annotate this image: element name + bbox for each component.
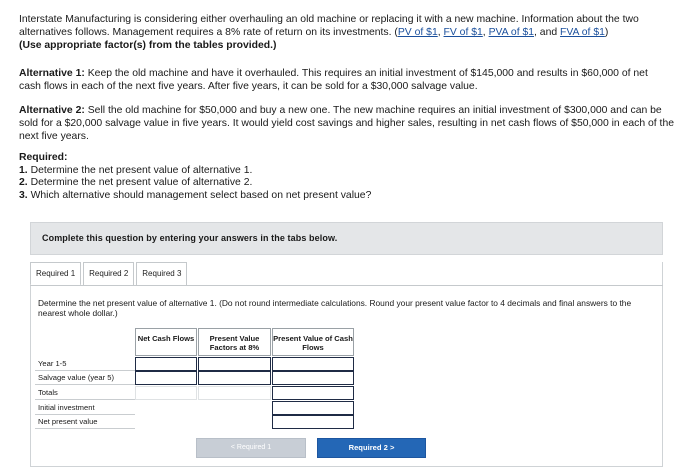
- totals-factor-cell: [198, 386, 271, 400]
- net-present-value-input[interactable]: [272, 415, 354, 429]
- pva-of-1-link[interactable]: PVA of $1: [488, 27, 535, 38]
- alternative-2-label: Alternative 2:: [19, 105, 85, 116]
- alternative-2-text: Sell the old machine for $50,000 and buy a new one. The new machine requires an initial investment of $300,000 and can be sold for a $20,000 salvage value in five years. It would yield cost savings and higher sales, resulting in net cash flows of $50,000 in each of the next five years.: [19, 105, 675, 142]
- totals-cash-flow-cell: [135, 386, 197, 400]
- year-1-5-pv-input[interactable]: [272, 357, 354, 371]
- banner-text: Complete this question by entering your answers in the tabs below.: [42, 233, 338, 243]
- year-1-5-factor-input[interactable]: [198, 357, 271, 371]
- alternative-2: [19, 104, 674, 143]
- row-label-totals: Totals: [35, 386, 135, 400]
- tab-required-2[interactable]: Required 2: [83, 262, 134, 286]
- row-label-initial-investment: Initial investment: [35, 401, 135, 415]
- tab-required-3[interactable]: Required 3: [136, 262, 187, 286]
- previous-button[interactable]: < Required 1: [196, 438, 306, 458]
- fva-of-1-link[interactable]: FVA of $1: [560, 27, 605, 38]
- salvage-pv-input[interactable]: [272, 371, 354, 385]
- row-label-net-present-value: Net present value: [35, 415, 135, 429]
- header-pv-cash-flows: Present Value of Cash Flows: [272, 328, 354, 356]
- required-list: [19, 152, 619, 202]
- tab-instructions: Determine the net present value of alternative 1. (Do not round intermediate calculations. Round your present value factor to 4 decimals and final answers to the nearest whole dollar.): [38, 298, 632, 318]
- alternative-1-label: Alternative 1:: [19, 68, 85, 79]
- fv-of-1-link[interactable]: FV of $1: [443, 27, 483, 38]
- intro-text: Interstate Manufacturing is considering either overhauling an old machine or replacing it with a new machine. Information about the two alternatives follows. Management requires a 8% rate of return on its investments.: [19, 14, 639, 38]
- year-1-5-cash-flow-input[interactable]: [135, 357, 197, 371]
- tab-bar: [30, 262, 189, 286]
- header-pv-factors: Present Value Factors at 8%: [198, 328, 271, 356]
- tab-divider: [30, 285, 663, 286]
- required-item-1: 1. Determine the net present value of alternative 1.: [19, 164, 253, 176]
- salvage-factor-input[interactable]: [198, 371, 271, 385]
- header-net-cash-flows: Net Cash Flows: [135, 328, 197, 356]
- factor-note: (Use appropriate factor(s) from the tables provided.): [19, 40, 277, 51]
- alternative-1-text: Keep the old machine and have it overhauled. This requires an initial investment of $145,000 and results in $60,000 of net cash flows in each of the next five years. After five years, it can be sold for a $30,000 salvage value.: [19, 68, 648, 92]
- instructions-banner: [30, 222, 663, 255]
- next-button[interactable]: Required 2 >: [317, 438, 426, 458]
- salvage-cash-flow-input[interactable]: [135, 371, 197, 385]
- required-item-2: 2. Determine the net present value of alternative 2.: [19, 177, 253, 188]
- totals-pv-input[interactable]: [272, 386, 354, 400]
- tab-required-1[interactable]: Required 1: [30, 262, 81, 286]
- required-item-3: 3. Which alternative should management select based on net present value?: [19, 189, 372, 201]
- row-label-year-1-5: Year 1-5: [35, 357, 135, 371]
- pv-of-1-link[interactable]: PV of $1: [397, 27, 438, 38]
- initial-investment-input[interactable]: [272, 401, 354, 415]
- problem-intro: Interstate Manufacturing is considering either overhauling an old machine or replacing it with a new machine. Information about the two alternatives follows. Management requires a 8% rate of return on its investments. (PV of $1, FV of $1, PVA of $1, and FVA of $1) (Use appropriate factor(s) from the tables provided.): [19, 13, 669, 52]
- row-label-salvage: Salvage value (year 5): [35, 371, 135, 385]
- required-heading: Required:: [19, 152, 68, 163]
- alternative-1: [19, 67, 669, 93]
